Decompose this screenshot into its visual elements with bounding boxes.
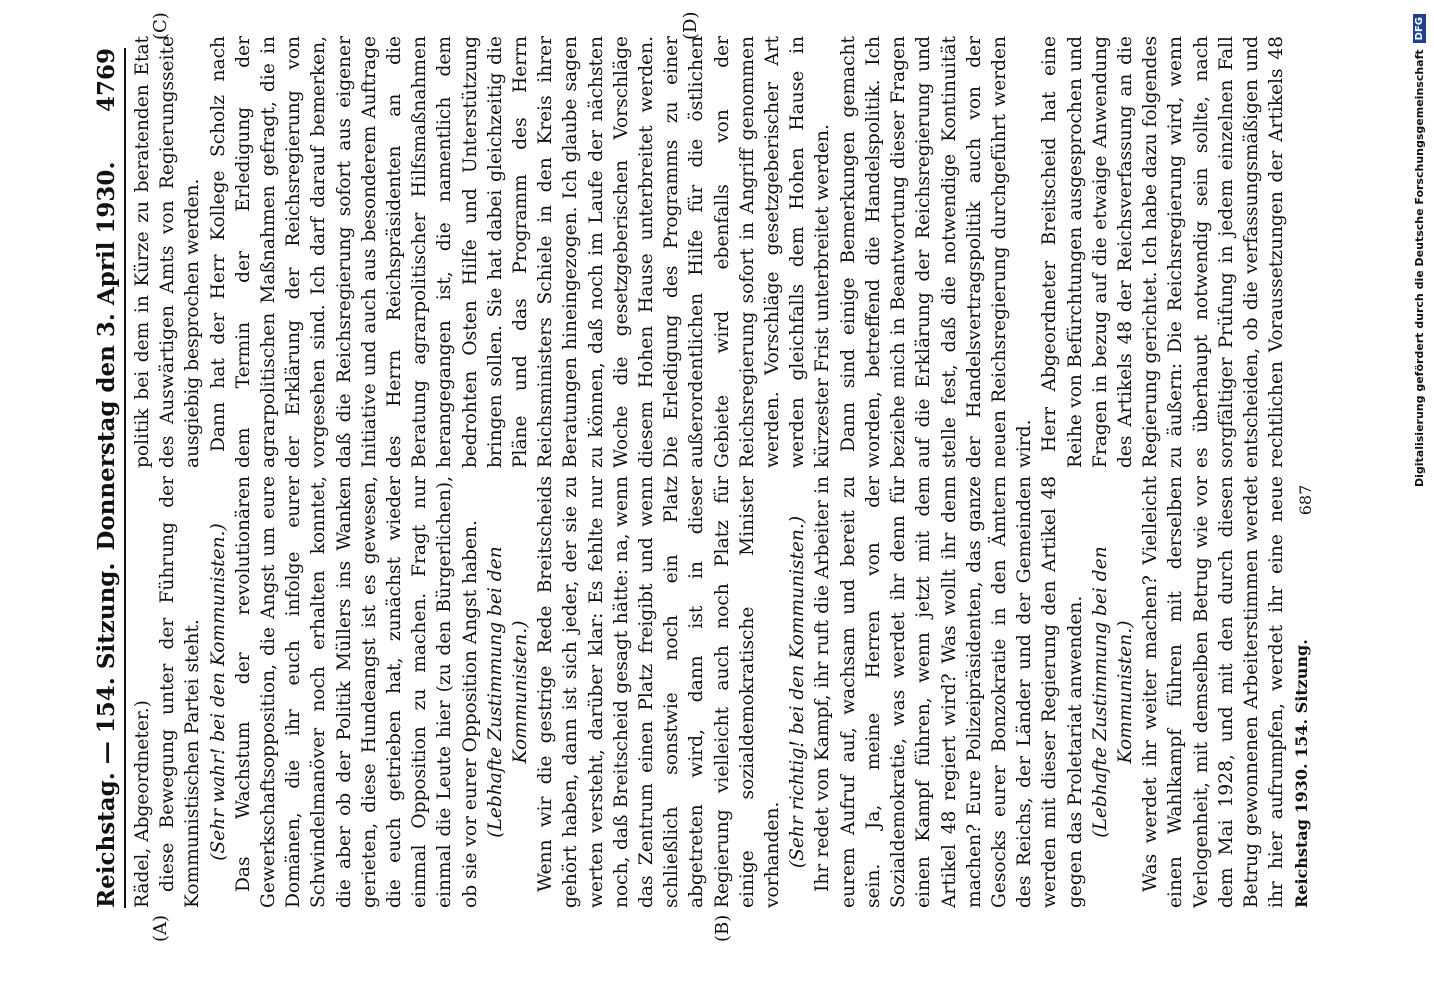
interjection: (Lebhafte Zustimmung bei den Kommunisten.)	[1089, 546, 1136, 838]
right-column	[130, 36, 1290, 468]
interjection: (Sehr richtig! bei den Kommunisten.)	[787, 515, 809, 869]
paragraph: Wenn wir die gestrige Rede Breitscheids gehört haben, dann ist sich jeder, der sie zu werten versteht, darüber klar: Es fehlte nur noch, daß Breitscheid gesagt hätte: na, wenn das Zentrum einen Platz freigibt und wenn schließlich sonstwie noch ein Platz abgetreten wird, dann ist in dieser Regierung vielleicht auch noch Platz für einige sozialdemokratische Minister vorhanden.	[535, 476, 784, 908]
page-header	[80, 48, 120, 908]
margin-letter-b: (B)	[712, 914, 733, 942]
paragraph: Das Wachstum der revolutionären Gewerkschaftsopposition, die Angst um eure Domänen, die ihr euch infolge eurer Schwindelmanöver noch erhalten konntet, die aber ob der Politik Müllers ins Wanken gerieten, diese Hundeangst ist es gewesen, die euch getrieben hat, zunächst wieder einmal Opposition zu machen. Fragt nur einmal die Leute hier (zu den Bürgerlichen), ob sie vor eurer Opposition Angst haben.	[232, 476, 481, 908]
digitization-credit	[1404, 0, 1434, 1000]
left-column	[130, 476, 1290, 908]
page-code: 687	[1296, 484, 1315, 516]
paragraph: diese Bewegung unter der Führung der Kommunistischen Partei steht.	[157, 476, 204, 908]
page-number: 4769	[93, 48, 120, 113]
interjection: (Lebhafte Zustimmung bei den Kommunisten.)	[484, 546, 532, 838]
header-date: Donnerstag den 3. April 1930.	[93, 161, 120, 551]
header-left: Reichstag. — 154. Sitzung.	[93, 562, 120, 908]
margin-letter-c: (C)	[150, 12, 171, 40]
header-rule	[124, 48, 126, 908]
paragraph: Was werdet ihr weiter machen? Vielleicht einen Wahlkampf führen mit derselben Verlogenheit, mit demselben Betrug wie vor dem Mai 1928, und mit den durch diesen Betrug gewonnenen Arbeiterstimmen werdet ihr hier aufrumpfen, werdet ihr eine neue	[1140, 476, 1288, 908]
footer-signature: Reichstag 1930. 154. Sitzung.	[1292, 639, 1311, 908]
paragraph: politik bei dem in Kürze zu beratenden Etat des Auswärtigen Amts von Regierungsseite ausgiebig besprochen werden.	[132, 36, 204, 468]
paragraph: Ihr redet von Kampf, ihr ruft die Arbeiter in eurem Aufruf auf, wachsam und bereit zu sein. Ja, meine Herren von der Sozialdemokratie, was werdet ihr denn für einen Kampf führen, wenn jetzt mit dem Artikel 48 regiert wird? Was wollt ihr denn machen? Eure Polizeipräsidenten, das ganze Gesocks eurer Bonzokratie in den Ämtern des Reichs, der Länder und der Gemeinden werden mit dieser Regierung den Artikel 48 gegen das Proletariat anwenden.	[812, 476, 1086, 908]
paragraph: Rädel, Abgeordneter.)	[132, 700, 153, 908]
margin-letter-a: (A)	[150, 914, 171, 942]
paragraph: Herr Abgeordneter Breitscheid hat eine Reihe von Befürchtungen ausgesprochen und Fragen in bezug auf die etwaige Anwendung des Artikels 48 der Reichsverfassung an die Regierung gerichtet. Ich habe dazu folgendes zu äußern: Die Reichsregierung wird, wenn es überhaupt notwendig sein sollte, nach sorgfältiger Prüfung in jedem einzelnen Fall entscheiden, ob die verfassungsmäßigen und rechtlichen Voraussetzungen der Artikels 48	[1039, 36, 1288, 468]
interjection: (Sehr wahr! bei den Kommunisten.)	[207, 523, 229, 861]
paragraph: Dann hat der Herr Kollege Scholz nach dem Termin der Erledigung der agrarpolitischen Maßnahmen gefragt, die in der Erklärung der Reichsregierung von vorgesehen sind. Ich darf darauf bemerken, daß die Reichsregierung sofort aus eigener Initiative und auch aus besonderem Auftrage des Herrn Reichspräsidenten an die Beratung agrarpolitischer Hilfsmaßnahmen herangegangen ist, die namentlich dem bedrohten Osten Hilfe und Unterstützung bringen sollen. Sie hat dabei gleichzeitig die Pläne und das Programm des Herrn Reichsministers Schiele in den Kreis ihrer Beratungen hineingezogen. Ich glaube sagen zu können, daß noch im Laufe der nächsten Woche die gesetzgeberischen Vorschläge diesem Hohen Hause unterbreitet werden. Die Erledigung des Programms zu einer außerordentlichen Hilfe für die östlichen Gebiete wird ebenfalls von der Reichsregierung sofort in Angriff genommen werden. Vorschläge gesetzgeberischer Art werden gleichfalls dem Hohen Hause in kürzester Frist unterbreitet werden.	[207, 36, 834, 468]
dfg-logo: DFG	[1413, 14, 1426, 43]
margin-letter-d: (D)	[680, 11, 701, 40]
paragraph: Dann sind einige Bemerkungen gemacht worden, betreffend die Handelspolitik. Ich beziehe mich in Beantwortung dieser Fragen auf die Erklärung der Reichsregierung und stelle fest, daß die notwendige Kontinuität der Handelsvertragspolitik auch von der neuen Reichsregierung durchgeführt werden wird.	[837, 36, 1036, 468]
credit-text: Digitalisierung gefördert durch die Deutsche Forschungsgemeinschaft	[1412, 49, 1426, 488]
